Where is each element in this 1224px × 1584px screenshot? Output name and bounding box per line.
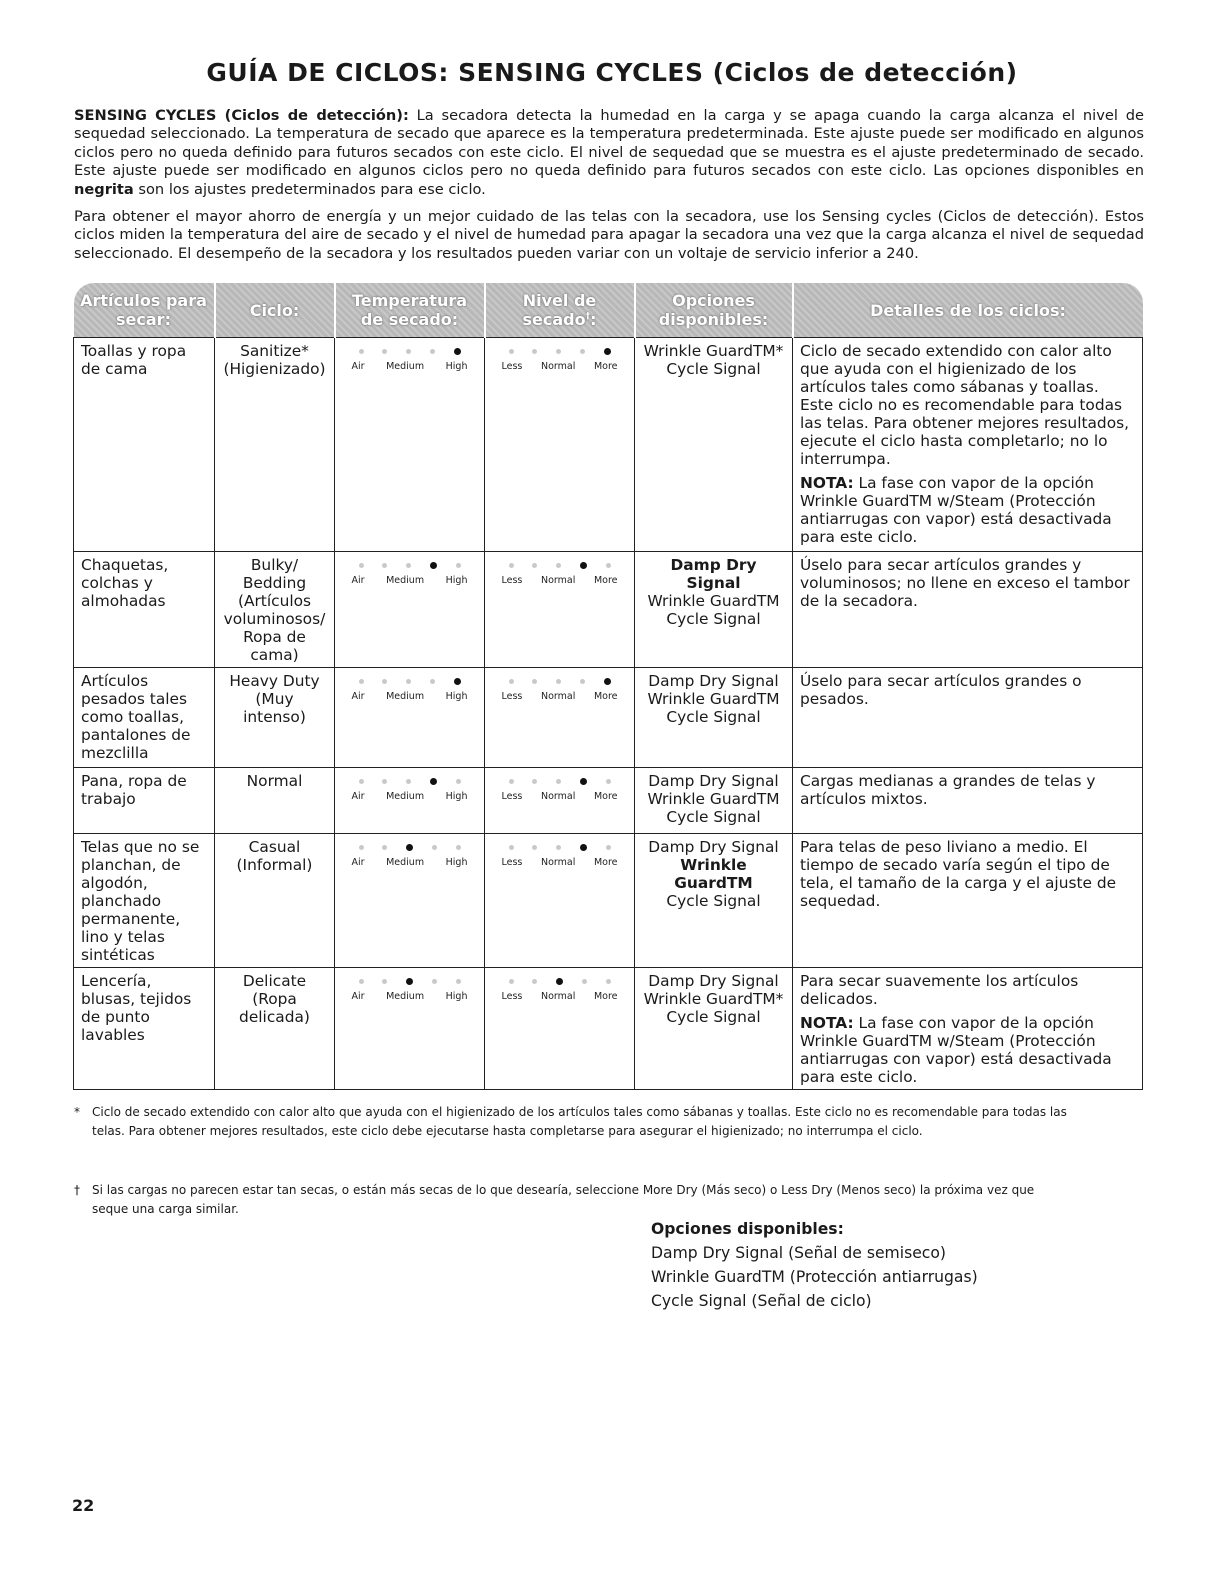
dryness-dot (532, 845, 537, 850)
temperature-scale-high: High (445, 575, 468, 586)
dryness-scale-high: More (593, 991, 618, 1002)
details-text: Úselo para secar artículos grandes o pesados. (800, 672, 1082, 708)
temperature-scale (352, 854, 468, 872)
header-articles: Artículos para secar: (74, 283, 215, 338)
intro-bold-heading: SENSING CYCLES (Ciclos de detección): (74, 107, 409, 124)
temperature-dot (456, 979, 461, 984)
dryness-scale (502, 854, 618, 872)
cycle-name: Casual (248, 838, 301, 856)
temperature-dot (359, 679, 364, 684)
dryness-dot-selected (580, 844, 587, 851)
cycle-name-es: (Higienizado) (223, 360, 326, 378)
cycle-name: Bulky/ Bedding (242, 556, 307, 592)
dryness-cell (485, 834, 635, 968)
available-option-1: Damp Dry Signal (Señal de semiseco) (651, 1244, 946, 1262)
dryness-dot (556, 349, 561, 354)
temperature-dot (359, 979, 364, 984)
temperature-dot (432, 845, 437, 850)
temperature-dot (430, 349, 435, 354)
temperature-scale-low: Air (351, 857, 365, 868)
dryness-dot (606, 563, 611, 568)
dryness-dot-selected (604, 348, 611, 355)
temperature-scale-low: Air (351, 991, 365, 1002)
details-text: Para telas de peso liviano a medio. El tiempo de secado varía según el tipo de tela, el tamaño de la carga y el ajuste de sequedad. (800, 838, 1117, 910)
dryness-scale-mid: Normal (540, 691, 576, 702)
temperature-scale-high: High (445, 991, 468, 1002)
dryness-dot (532, 679, 537, 684)
option-wrinkle-guard: Wrinkle GuardTM (647, 790, 780, 808)
details-text: Para secar suavemente los artículos delicados. (800, 972, 1079, 1008)
dryness-scale-low: Less (501, 691, 523, 702)
temperature-dot (456, 779, 461, 784)
dryness-dot (580, 349, 585, 354)
footnote-dagger-text: Si las cargas no parecen estar tan secas, o están más secas de lo que desearía, seleccione More Dry (Más seco) o Less Dry (Menos seco) la próxima vez que seque una carga similar. (92, 1183, 1035, 1216)
temperature-cell (335, 768, 485, 834)
dryness-cell (485, 552, 635, 668)
dryness-dots (509, 559, 611, 571)
temperature-dots (359, 559, 461, 571)
cycle-cell (215, 768, 335, 834)
dryness-dot-selected (580, 778, 587, 785)
temperature-dot (382, 845, 387, 850)
temperature-dot (359, 779, 364, 784)
dryness-scale-mid: Normal (540, 857, 576, 868)
temperature-dot (382, 679, 387, 684)
dryness-scale-high: More (593, 857, 618, 868)
footnote-star-text: Ciclo de secado extendido con calor alto que ayuda con el higienizado de los artículos tales como sábanas y toallas. Este ciclo no es recomendable para todas las telas. Para obtener mejores resultados, este ciclo debe ejecutarse hasta completarse para asegurar el higienizado; no interrumpa el ciclo. (92, 1105, 1067, 1138)
temperature-scale-high: High (445, 791, 468, 802)
dryness-cell (485, 768, 635, 834)
intro-text-2: son los ajustes predeterminados para ese ciclo. (133, 180, 486, 198)
dryness-scale-high: More (593, 691, 618, 702)
details-note (800, 1014, 1135, 1086)
temperature-scale-high: High (445, 691, 468, 702)
available-options-header: Opciones disponibles: (651, 1220, 844, 1238)
temperature-dot (382, 979, 387, 984)
cycle-cell (215, 338, 335, 552)
details-cell (793, 552, 1143, 668)
temperature-scale-mid: Medium (386, 691, 425, 702)
temperature-dot (406, 679, 411, 684)
temperature-scale-low: Air (351, 791, 365, 802)
dryness-dot (556, 779, 561, 784)
temperature-scale (352, 572, 468, 590)
temperature-scale (352, 988, 468, 1006)
options-cell (635, 338, 793, 552)
dryness-scale (502, 688, 618, 706)
intro-text-1: La secadora detecta la humedad en la carga y se apaga cuando la carga alcanza el nivel de sequedad seleccionado. La temperatura de secado que aparece es la temperatura predeterminada. Este ajuste puede ser modificado en algunos ciclos pero no queda definido para futuros secados con este ciclo. El nivel de sequedad que se muestra es el ajuste predeterminado de secado. Este ajuste puede ser modificado en algunos ciclos pero no queda definido para futuros secados con este ciclo. Las opciones disponibles en (74, 107, 1144, 180)
dryness-scale-high: More (593, 575, 618, 586)
option-damp-dry: Damp Dry Signal (670, 556, 757, 592)
header-dryness (485, 283, 635, 338)
table-row (74, 968, 1143, 1090)
temperature-dots (359, 775, 461, 787)
temperature-scale (352, 358, 468, 376)
dryness-scale-mid: Normal (540, 361, 576, 372)
table-row (74, 834, 1143, 968)
dryness-scale-low: Less (501, 857, 523, 868)
header-dryness-mark: † (585, 311, 591, 322)
footnote-dagger (74, 1181, 1074, 1218)
option-wrinkle-guard: Wrinkle GuardTM* (643, 990, 784, 1008)
temperature-scale-mid: Medium (386, 857, 425, 868)
temperature-dot (382, 349, 387, 354)
details-text: Cargas medianas a grandes de telas y artículos mixtos. (800, 772, 1096, 808)
temperature-dot-selected (454, 678, 461, 685)
temperature-cell (335, 668, 485, 768)
dryness-scale-mid: Normal (540, 991, 576, 1002)
temperature-scale-mid: Medium (386, 575, 425, 586)
header-dryness-text: Nivel de secado (522, 291, 597, 329)
articles-cell: Telas que no se planchan, de algodón, planchado permanente, lino y telas sintéticas (74, 834, 215, 968)
dryness-scale-low: Less (501, 575, 523, 586)
dryness-cell (485, 338, 635, 552)
articles-cell: Lencería, blusas, tejidos de punto lavables (74, 968, 215, 1090)
cycle-name: Heavy Duty (229, 672, 320, 690)
details-text: Ciclo de secado extendido con calor alto que ayuda con el higienizado de los artículos tales como sábanas y toallas. Este ciclo no es recomendable para todas las telas. Para obtener mejores resultados, ejecute el ciclo hasta completarlo; no lo interrumpa. (800, 342, 1130, 468)
temperature-dot (406, 779, 411, 784)
table-header-row (74, 283, 1143, 338)
page-number: 22 (72, 1496, 95, 1515)
option-cycle-signal: Cycle Signal (666, 708, 761, 726)
footnote-dagger-mark: † (74, 1183, 80, 1197)
articles-cell: Artículos pesados tales como toallas, pantalones de mezclilla (74, 668, 215, 768)
temperature-scale-low: Air (351, 691, 365, 702)
temperature-dot-selected (430, 562, 437, 569)
footnote-star-mark: * (74, 1105, 80, 1119)
dryness-dot (606, 979, 611, 984)
option-wrinkle-guard: Wrinkle GuardTM (647, 690, 780, 708)
table-row (74, 338, 1143, 552)
dryness-dot (532, 779, 537, 784)
temperature-dot (382, 563, 387, 568)
option-cycle-signal: Cycle Signal (666, 808, 761, 826)
options-cell (635, 668, 793, 768)
options-cell (635, 768, 793, 834)
option-cycle-signal: Cycle Signal (666, 610, 761, 628)
dryness-cell (485, 668, 635, 768)
dryness-dots (509, 975, 611, 987)
details-cell (793, 768, 1143, 834)
details-cell (793, 968, 1143, 1090)
details-note-label: NOTA: (800, 474, 854, 492)
option-wrinkle-guard: Wrinkle GuardTM (647, 592, 780, 610)
details-note-text: La fase con vapor de la opción Wrinkle GuardTM w/Steam (Protección antiarrugas con vapor) está desactivada para este ciclo. (800, 474, 1112, 546)
dryness-scale (502, 988, 618, 1006)
dryness-dot (532, 563, 537, 568)
dryness-dot (509, 563, 514, 568)
dryness-scale (502, 358, 618, 376)
dryness-scale-high: More (593, 791, 618, 802)
intro-paragraph-2: Para obtener el mayor ahorro de energía y un mejor cuidado de las telas con la secadora, use los Sensing cycles (Ciclos de detección). Estos ciclos miden la temperatura del aire de secado y el nivel de humedad para apagar la secadora una vez que la carga alcanza el nivel de sequedad seleccionado. El desempeño de la secadora y los resultados pueden variar con un voltaje de servicio inferior a 240. (74, 208, 1144, 262)
dryness-dot-selected (580, 562, 587, 569)
dryness-dot (509, 349, 514, 354)
header-details: Detalles de los ciclos: (793, 283, 1143, 338)
temperature-dots (359, 675, 461, 687)
option-cycle-signal: Cycle Signal (666, 1008, 761, 1026)
articles-cell: Pana, ropa de trabajo (74, 768, 215, 834)
dryness-dot-selected (604, 678, 611, 685)
cycle-name-es: (Ropa delicada) (239, 990, 310, 1026)
cycle-name: Normal (246, 772, 303, 790)
available-option-3: Cycle Signal (Señal de ciclo) (651, 1292, 872, 1310)
temperature-cell (335, 338, 485, 552)
details-text: Úselo para secar artículos grandes y voluminosos; no llene en exceso el tambor de la secadora. (800, 556, 1130, 610)
option-cycle-signal: Cycle Signal (666, 892, 761, 910)
cycle-name-es: (Artículos voluminosos/ Ropa de cama) (223, 592, 326, 664)
cycle-cell (215, 668, 335, 768)
footnote-star (74, 1103, 1074, 1140)
details-note (800, 474, 1135, 546)
option-damp-dry: Damp Dry Signal (648, 772, 779, 790)
temperature-scale (352, 688, 468, 706)
options-cell (635, 968, 793, 1090)
temperature-dots (359, 345, 461, 357)
temperature-dot (406, 563, 411, 568)
cycle-name: Delicate (242, 972, 307, 990)
table-row (74, 552, 1143, 668)
temperature-cell (335, 552, 485, 668)
temperature-dot (432, 979, 437, 984)
cycle-cell (215, 968, 335, 1090)
dryness-scale (502, 572, 618, 590)
details-cell (793, 668, 1143, 768)
temperature-scale-mid: Medium (386, 991, 425, 1002)
header-dryness-colon: : (590, 310, 597, 329)
dryness-dot-selected (556, 978, 563, 985)
dryness-dot (509, 979, 514, 984)
temperature-scale (352, 788, 468, 806)
temperature-dot-selected (454, 348, 461, 355)
temperature-dot (359, 845, 364, 850)
dryness-cell (485, 968, 635, 1090)
dryness-scale-mid: Normal (540, 575, 576, 586)
intro-bold-word: negrita (74, 180, 134, 198)
dryness-dot (582, 979, 587, 984)
temperature-dot (359, 563, 364, 568)
temperature-dot (456, 563, 461, 568)
cycle-name: Sanitize* (240, 342, 309, 360)
header-cycle: Ciclo: (215, 283, 335, 338)
option-wrinkle-guard: Wrinkle GuardTM (674, 856, 753, 892)
dryness-dot (509, 845, 514, 850)
cycle-name-es: (Informal) (236, 856, 313, 874)
details-cell (793, 338, 1143, 552)
dryness-dot (509, 779, 514, 784)
options-cell (635, 834, 793, 968)
dryness-scale-mid: Normal (540, 791, 576, 802)
option-damp-dry: Damp Dry Signal (648, 972, 779, 990)
available-option-2: Wrinkle GuardTM (Protección antiarrugas) (651, 1268, 978, 1286)
details-note-label: NOTA: (800, 1014, 854, 1032)
cycle-table (73, 283, 1143, 1090)
intro-text (74, 107, 1144, 272)
cycle-cell (215, 834, 335, 968)
temperature-cell (335, 968, 485, 1090)
dryness-dot (580, 679, 585, 684)
dryness-scale (502, 788, 618, 806)
cycle-name-es: (Muy intenso) (243, 690, 306, 726)
dryness-dot (606, 779, 611, 784)
temperature-dot (430, 679, 435, 684)
temperature-scale-high: High (445, 857, 468, 868)
dryness-scale-high: More (593, 361, 618, 372)
articles-cell: Toallas y ropa de cama (74, 338, 215, 552)
option-cycle-signal: Cycle Signal (666, 360, 761, 378)
header-options: Opciones disponibles: (635, 283, 793, 338)
dryness-dot (606, 845, 611, 850)
dryness-scale-low: Less (501, 361, 523, 372)
page-title: GUÍA DE CICLOS: SENSING CYCLES (Ciclos de detección) (206, 58, 1018, 87)
temperature-dot (456, 845, 461, 850)
option-damp-dry: Damp Dry Signal (648, 838, 779, 856)
table-row (74, 768, 1143, 834)
temperature-dot-selected (406, 844, 413, 851)
dryness-dot (556, 845, 561, 850)
intro-paragraph-1 (74, 107, 1144, 199)
dryness-scale-low: Less (501, 991, 523, 1002)
cycle-cell (215, 552, 335, 668)
temperature-scale-low: Air (351, 575, 365, 586)
dryness-dots (509, 841, 611, 853)
temperature-dots (359, 841, 461, 853)
dryness-dots (509, 675, 611, 687)
temperature-dot (382, 779, 387, 784)
dryness-dot (556, 679, 561, 684)
articles-cell: Chaquetas, colchas y almohadas (74, 552, 215, 668)
dryness-scale-low: Less (501, 791, 523, 802)
dryness-dot (509, 679, 514, 684)
header-temperature: Temperatura de secado: (335, 283, 485, 338)
temperature-dot (406, 349, 411, 354)
temperature-cell (335, 834, 485, 968)
dryness-dot (532, 349, 537, 354)
table-row (74, 668, 1143, 768)
temperature-scale-mid: Medium (386, 361, 425, 372)
available-options (651, 1217, 978, 1313)
dryness-dot (532, 979, 537, 984)
details-note-text: La fase con vapor de la opción Wrinkle GuardTM w/Steam (Protección antiarrugas con vapor) está desactivada para este ciclo. (800, 1014, 1112, 1086)
option-damp-dry: Damp Dry Signal (648, 672, 779, 690)
details-cell (793, 834, 1143, 968)
dryness-dots (509, 345, 611, 357)
temperature-scale-high: High (445, 361, 468, 372)
dryness-dots (509, 775, 611, 787)
temperature-dot-selected (430, 778, 437, 785)
temperature-scale-mid: Medium (386, 791, 425, 802)
temperature-scale-low: Air (351, 361, 365, 372)
temperature-dot (359, 349, 364, 354)
options-cell (635, 552, 793, 668)
temperature-dot-selected (406, 978, 413, 985)
temperature-dots (359, 975, 461, 987)
option-wrinkle-guard: Wrinkle GuardTM* (643, 342, 784, 360)
dryness-dot (556, 563, 561, 568)
